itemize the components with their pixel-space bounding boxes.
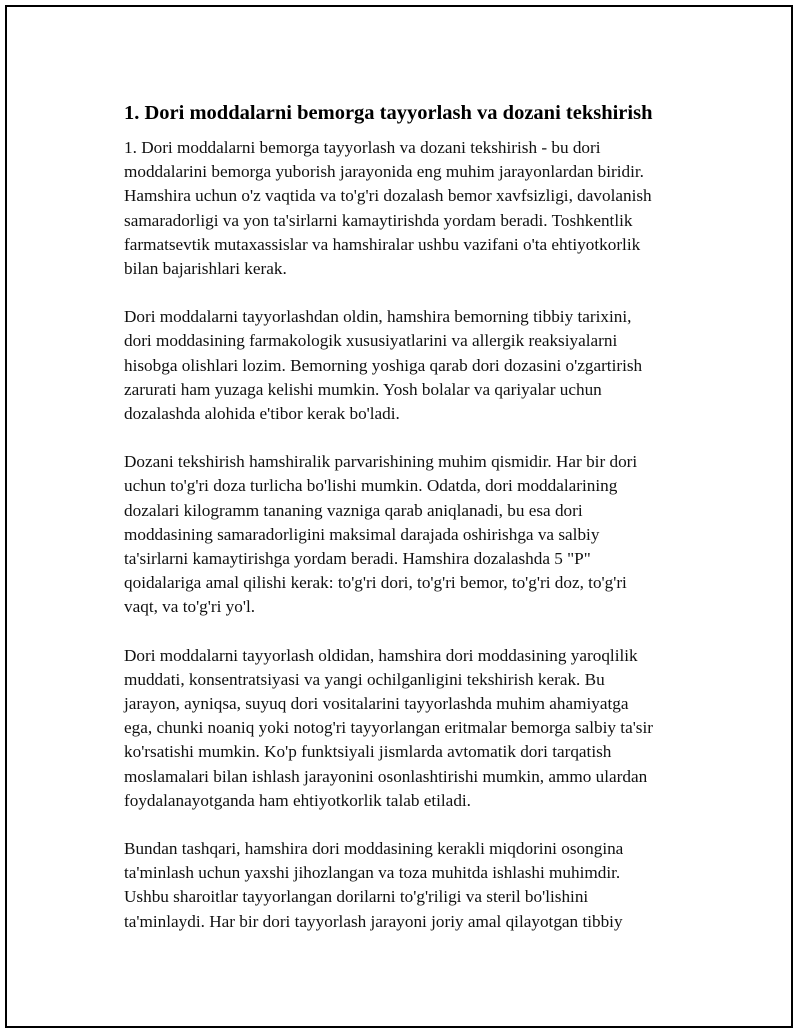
text-line: Bundan tashqari, hamshira dori moddasining kerakli miqdorini osongina [124,839,624,859]
text-line: foydalanayotganda ham ehtiyotkorlik talab etiladi. [124,790,471,810]
text-line: ta'minlaydi. Har bir dori tayyorlash jarayoni joriy amal qilayotgan tibbiy [124,911,623,931]
paragraph-4 [124,644,699,813]
text-line: dozalashda alohida e'tibor kerak bo'ladi. [124,404,400,424]
text-line: vaqt, va to'g'ri yo'l. [124,597,256,617]
paragraph-2 [124,305,699,426]
page-frame [5,5,793,1028]
text-line: Dori moddalarni tayyorlashdan oldin, hamshira bemorning tibbiy tarixini, [124,307,632,327]
text-line: ega, chunki noaniq yoki notog'ri tayyorlangan eritmalar bemorga salbiy ta'sir [124,718,653,738]
text-line: dozalari kilogramm tananing vazniga qarab aniqlanadi, bu esa dori [124,500,583,520]
paragraph-5 [124,837,699,934]
document-title: 1. Dori moddalarni bemorga tayyorlash va dozani tekshirish [124,102,653,124]
text-line: uchun to'g'ri doza turlicha bo'lishi mumkin. Odatda, dori moddalarining [124,476,618,496]
text-line: ta'minlash uchun yaxshi jihozlangan va toza muhitda ishlashi muhimdir. [124,863,621,883]
text-line: ta'sirlarni kamaytirishga yordam beradi. Hamshira dozalashda 5 "P" [124,549,591,569]
text-line: Ushbu sharoitlar tayyorlangan dorilarni to'g'riligi va steril bo'lishini [124,887,589,907]
text-line: qoidalariga amal qilishi kerak: to'g'ri dori, to'g'ri bemor, to'g'ri doz, to'g'ri [124,573,627,593]
text-line: zarurati ham yuzaga kelishi mumkin. Yosh bolalar va qariyalar uchun [124,379,602,399]
text-line: 1. Dori moddalarni bemorga tayyorlash va dozani tekshirish - bu dori [124,138,601,157]
text-line: Hamshira uchun o'z vaqtida va to'g'ri dozalash bemor xavfsizligi, davolanish [124,186,652,206]
text-line: hisobga olishlari lozim. Bemorning yoshiga qarab dori dozasini o'zgartirish [124,355,643,375]
text-line: muddati, konsentratsiyasi va yangi ochilganligini tekshirish kerak. Bu [124,669,605,689]
paragraph-3 [124,450,699,619]
text-line: jarayon, ayniqsa, suyuq dori vositalarini tayyorlashda muhim ahamiyatga [124,694,629,714]
text-line: dori moddasining farmakologik xususiyatlarini va allergik reaksiyalarni [124,331,618,351]
text-line: farmatsevtik mutaxassislar va hamshiralar ushbu vazifani o'ta ehtiyotkorlik [124,234,641,254]
text-line: samaradorligi va yon ta'sirlarni kamaytirishda yordam beradi. Toshkentlik [124,210,633,230]
text-line: moslamalari bilan ishlash jarayonini osonlashtirishi mumkin, ammo ulardan [124,766,648,786]
text-line: ko'rsatishi mumkin. Ko'p funktsiyali jismlarda avtomatik dori tarqatish [124,742,612,762]
text-line: Dozani tekshirish hamshiralik parvarishining muhim qismidir. Har bir dori [124,452,638,472]
paragraph-1 [124,136,699,281]
text-line: Dori moddalarni tayyorlash oldidan, hamshira dori moddasining yaroqlilik [124,645,638,665]
text-line: moddalarini bemorga yuborish jarayonida eng muhim jarayonlardan biridir. [124,162,644,182]
text-line: moddasining samaradorligini maksimal darajada oshirishga va salbiy [124,524,600,544]
document-body [124,99,699,958]
text-line: bilan bajarishlari kerak. [124,259,287,279]
